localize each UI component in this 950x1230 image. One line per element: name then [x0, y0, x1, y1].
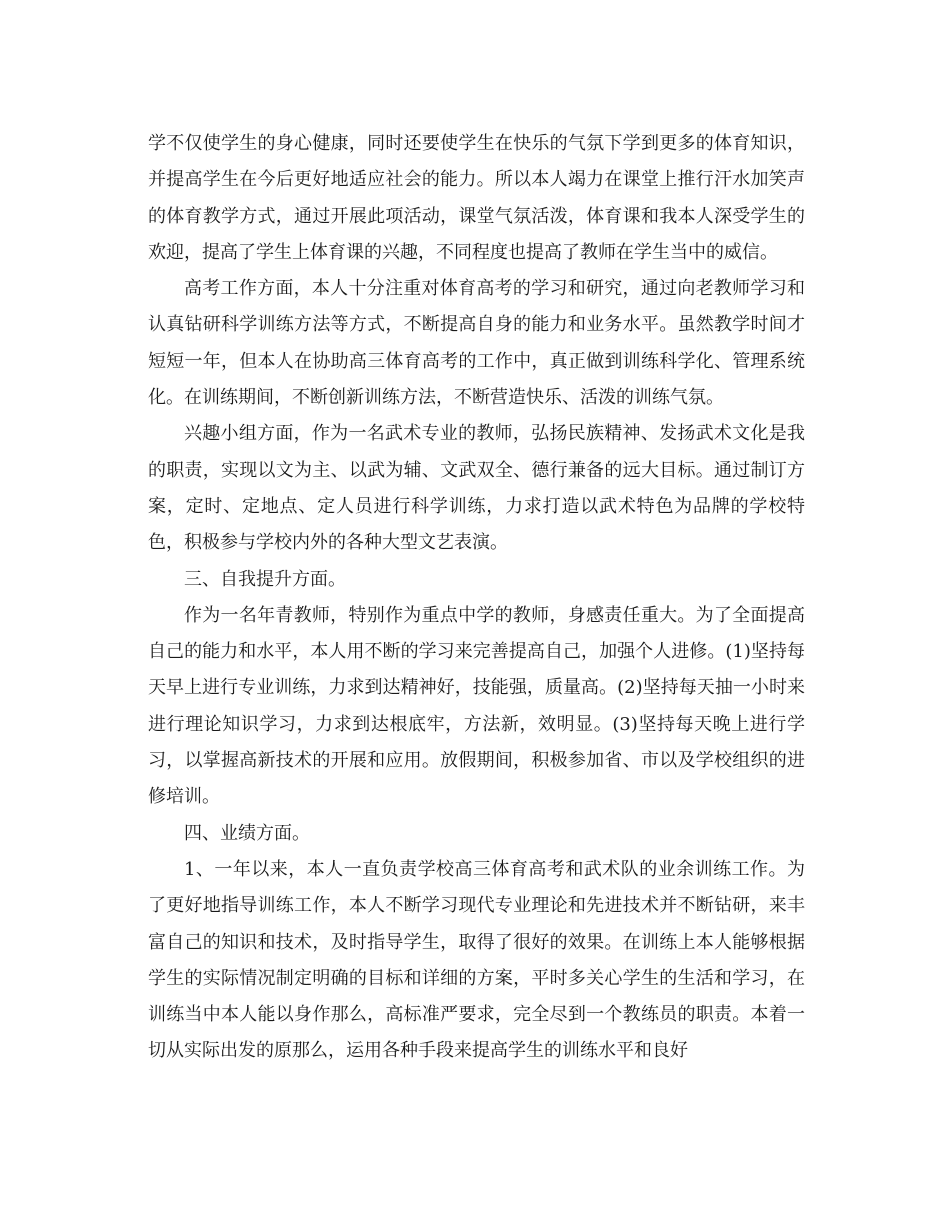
section-heading-achievements: 四、业绩方面。	[184, 822, 310, 844]
paragraph-achievements-1: 1、一年以来，本人一直负责学校高三体育高考和武术队的业余训练工作。为了更好地指导训练工作，本人不断学习现代专业理论和先进技术并不断钻研，来丰富自己的知识和技术，及时指导学生，取得了很好的效果。在训练上本人能够根据学生的实际情况制定明确的目标和详细的方案，平时多关心学生的生活和学习，在训练当中本人能以身作那么，高标准严要求，完全尽到一个教练员的职责。本着一切从实际出发的原那么，运用各种手段来提高学生的训练水平和良好	[148, 858, 805, 1062]
document-body	[148, 126, 805, 1070]
paragraph-interest-group: 兴趣小组方面，作为一名武术专业的教师，弘扬民族精神、发扬武术文化是我的职责，实现以文为主、以武为辅、文武双全、德行兼备的远大目标。通过制订方案，定时、定地点、定人员进行科学训练，力求打造以武术特色为品牌的学校特色，积极参与学校内外的各种大型文艺表演。	[148, 423, 805, 554]
paragraph-self-improvement: 作为一名年青教师，特别作为重点中学的教师，身感责任重大。为了全面提高自己的能力和水平，本人用不断的学习来完善提高自己，加强个人进修。(1)坚持每天早上进行专业训练，力求到达精神好，技能强，质量高。(2)坚持每天抽一小时来进行理论知识学习，力求到达根底牢，方法新，效明显。(3)坚持每天晚上进行学习，以掌握高新技术的开展和应用。放假期间，积极参加省、市以及学校组织的进修培训。	[148, 604, 805, 808]
paragraph-gaokao-work: 高考工作方面，本人十分注重对体育高考的学习和研究，通过向老教师学习和认真钻研科学训练方法等方式，不断提高自身的能力和业务水平。虽然教学时间才短短一年，但本人在协助高三体育高考的工作中，真正做到训练科学化、管理系统化。在训练期间，不断创新训练方法，不断营造快乐、活泼的训练气氛。	[148, 278, 805, 409]
section-heading-self-improvement: 三、自我提升方面。	[184, 568, 346, 590]
paragraph-health-continuation: 学不仅使学生的身心健康，同时还要使学生在快乐的气氛下学到更多的体育知识，并提高学生在今后更好地适应社会的能力。所以本人竭力在课堂上推行汗水加笑声的体育教学方式，通过开展此项活动，课堂气氛活泼，体育课和我本人深受学生的欢迎，提高了学生上体育课的兴趣，不同程度也提高了教师在学生当中的威信。	[148, 133, 805, 263]
